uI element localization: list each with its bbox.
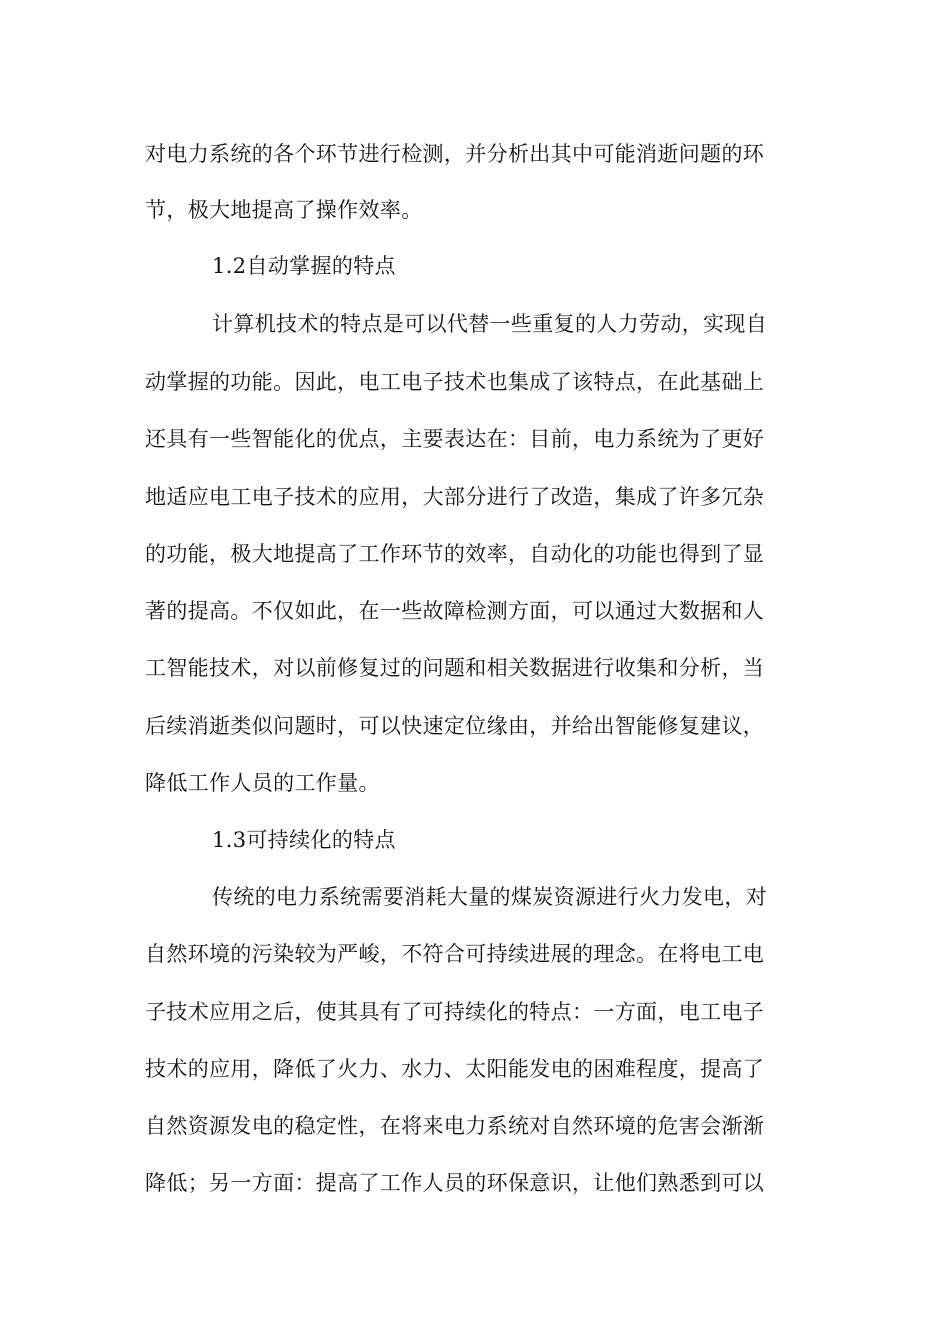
section-heading: 1.2自动掌握的特点 xyxy=(212,254,396,278)
body-text-line: 降低；另一方面：提高了工作人员的环保意识，让他们熟悉到可以 xyxy=(145,1171,765,1195)
body-text-line: 对电力系统的各个环节进行检测，并分析出其中可能消逝问题的环 xyxy=(145,142,765,166)
body-text-line: 降低工作人员的工作量。 xyxy=(145,771,380,795)
body-text-line: 后续消逝类似问题时，可以快速定位缘由，并给出智能修复建议， xyxy=(145,714,765,738)
body-text-line: 的功能，极大地提高了工作环节的效率，自动化的功能也得到了显 xyxy=(145,542,765,566)
body-text-line: 传统的电力系统需要消耗大量的煤炭资源进行火力发电，对 xyxy=(212,885,768,909)
body-text-line: 自然资源发电的稳定性，在将来电力系统对自然环境的危害会渐渐 xyxy=(145,1114,765,1138)
body-text-line: 计算机技术的特点是可以代替一些重复的人力劳动，实现自 xyxy=(212,312,768,336)
body-text-line: 著的提高。不仅如此，在一些故障检测方面，可以通过大数据和人 xyxy=(145,599,765,623)
section-heading: 1.3可持续化的特点 xyxy=(212,828,396,852)
body-text-line: 工智能技术，对以前修复过的问题和相关数据进行收集和分析，当 xyxy=(145,656,765,680)
body-text-line: 节，极大地提高了操作效率。 xyxy=(145,198,423,222)
body-text-line: 还具有一些智能化的优点，主要表达在：目前，电力系统为了更好 xyxy=(145,427,765,451)
body-text-line: 动掌握的功能。因此，电工电子技术也集成了该特点，在此基础上 xyxy=(145,370,765,394)
body-text-line: 技术的应用，降低了火力、水力、太阳能发电的困难程度，提高了 xyxy=(145,1057,765,1081)
body-text-line: 自然环境的污染较为严峻，不符合可持续进展的理念。在将电工电 xyxy=(145,942,765,966)
body-text-line: 子技术应用之后，使其具有了可持续化的特点：一方面，电工电子 xyxy=(145,1000,765,1024)
body-text-line: 地适应电工电子技术的应用，大部分进行了改造，集成了许多冗杂 xyxy=(145,485,765,509)
